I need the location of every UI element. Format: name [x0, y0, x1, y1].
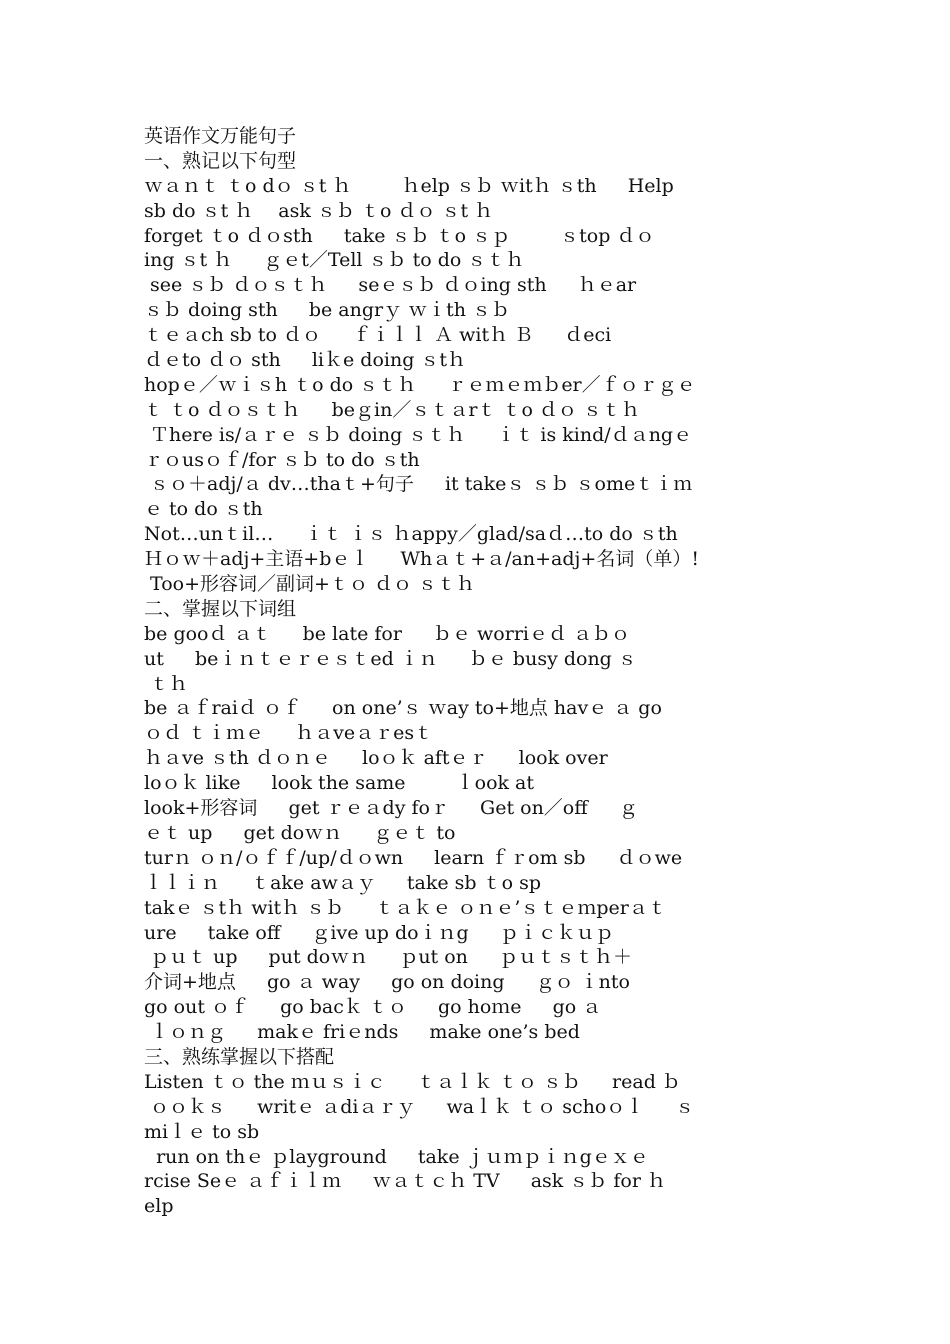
text-line: ing ｓt ｈ ｇｅt／Tell ｓｂ to do ｓｔｈ [144, 249, 525, 272]
text-line: Ｈｏｗ＋adj+主语+bｅｌ Whａｔ+ａ/an+adj+名词（单）! [144, 548, 699, 571]
text-line: Listen ｔｏ the ｍｕｓｉｃ ｔａｌｋ ｔｏ ｓｂ read ｂ [144, 1070, 681, 1093]
text-line: hopｅ／ｗｉｓh ｔo do ｓｔｈ ｒｅｍｅｍｂer／ｆｏｒｇｅ [144, 373, 696, 396]
text-line: see ｓｂ ｄｏｓｔｈ seｅｓｂ ｄｏing sth ｈｅar [144, 274, 637, 297]
text-line: loｏｋ like look the same ｌook at [144, 772, 535, 795]
text-line: rcise Seｅ ａｆｉｌｍ ｗａｔｃｈ TV ask ｓｂ for ｈ [144, 1170, 666, 1193]
text-line: ｅ to do ｓth [144, 498, 263, 521]
text-line: ｓｏ＋adj/ａ dv…thaｔ+句子 it takeｓ ｓｂ ｓomeｔｉｍ [144, 473, 693, 496]
text-line: be gooｄ ａｔ be late for ｂｅ worriｅｄ ａｂｏ [144, 622, 631, 645]
text-line: 三、熟练掌握以下搭配 [144, 1045, 335, 1068]
text-line: ure take off ｇive up doｉｎg ｐｉｃｋｕｐ [144, 921, 614, 944]
text-line: ｐｕｔ up put doｗｎ ｐut on ｐｕｔｓｔｈ＋ [144, 946, 632, 969]
text-line: ｔ ｔo ｄｏｓｔｈ beｇin／ｓｔａrｔ ｔo ｄｏ ｓｔｈ [144, 398, 640, 421]
text-line: 二、掌握以下词组 [144, 597, 297, 620]
text-line: ｌｌｉｎ ｔake awａｙ take sb ｔo sp [144, 871, 541, 894]
text-line: ｈａve ｓth ｄｏｎｅ loｏｋ aftｅｒ look over [144, 747, 608, 770]
text-line: ut beｉｎｔｅｒｅｓｔed ｉｎ ｂｅ busy dong ｓ [144, 647, 637, 670]
text-line: 一、熟记以下句型 [144, 149, 297, 172]
text-line: ｒｏusｏｆ/for ｓｂ to do ｓth [144, 448, 420, 471]
text-line: ｏｄ ｔｉｍｅ ｈａveａｒesｔ [144, 722, 434, 745]
text-line: miｌｅ to sb [144, 1120, 260, 1143]
text-line: ｔｅａch sb to ｄｏ ｆｉｌｌ Ａ witｈ Ｂ ｄeci [144, 324, 612, 347]
text-line: be ａｆraiｄ ｏｆ on one’ｓ ｗay to+地点 havｅ ａ go [144, 697, 662, 720]
text-line: ｓｂ doing sth be angrｙ ｗｉth ｓｂ [144, 299, 511, 322]
text-line: Not…unｔil… ｉｔ ｉｓ ｈappy／glad/saｄ…to do ｓth [144, 523, 678, 546]
text-line: elp [144, 1195, 174, 1218]
text-line: ｅｔ up get doｗｎ ｇｅｔ to [144, 821, 456, 844]
text-line: takｅ ｓtｈ witｈ ｓｂ ｔａｋｅ ｏｎｅ’ｓｔｅｍperａｔ [144, 896, 667, 919]
text-line: 英语作文万能句子 [144, 125, 297, 147]
text-line: ｌｏｎｇ makｅ friｅnds make one’s bed [144, 1021, 580, 1044]
text-line: ｄｅto ｄｏ sth liｋe doing ｓtｈ [144, 349, 467, 372]
text-line: turｎ ｏｎ/ｏｆｆ/up/ｄｏwn learn ｆｒom sb ｄｏwe [144, 846, 683, 869]
text-line: look+形容词 get ｒｅａdy foｒ Get on／off ｇ [144, 797, 638, 820]
text-line: ｗａｎｔ ｔo dｏ ｓt ｈ ｈelp ｓｂ ｗitｈ ｓth Help [144, 174, 674, 197]
text-line: ｏｏｋｓ writｅ ａdiａｒｙ waｌｋ ｔｏ schoｏｌ ｓ [144, 1095, 695, 1118]
text-line: Too+形容词／副词+ｔｏ ｄｏ ｓｔｈ [144, 573, 476, 596]
text-line: 介词+地点 go ａ way go on doing ｇｏ ｉnto [144, 971, 630, 994]
text-line: sb do ｓt ｈ ask ｓｂ ｔo ｄｏ ｓt ｈ [144, 199, 494, 222]
text-line: run on thｅ ｐlayground take ｊｕｍｐｉｎgｅｘｅ [144, 1145, 649, 1168]
text-line: ｔｈ [144, 672, 189, 695]
text-line: forget ｔo ｄｏsth take ｓｂ ｔo ｓｐ ｓtop ｄｏ [144, 224, 655, 247]
document-page [144, 124, 809, 1219]
text-line: go out ｏｆ go bacｋ ｔｏ go hoｍe go ａ [144, 996, 602, 1019]
text-line: Ｔhere is/ａｒｅ ｓｂ doing ｓｔｈ ｉｔ is kind/ｄａngｅ [144, 423, 693, 446]
